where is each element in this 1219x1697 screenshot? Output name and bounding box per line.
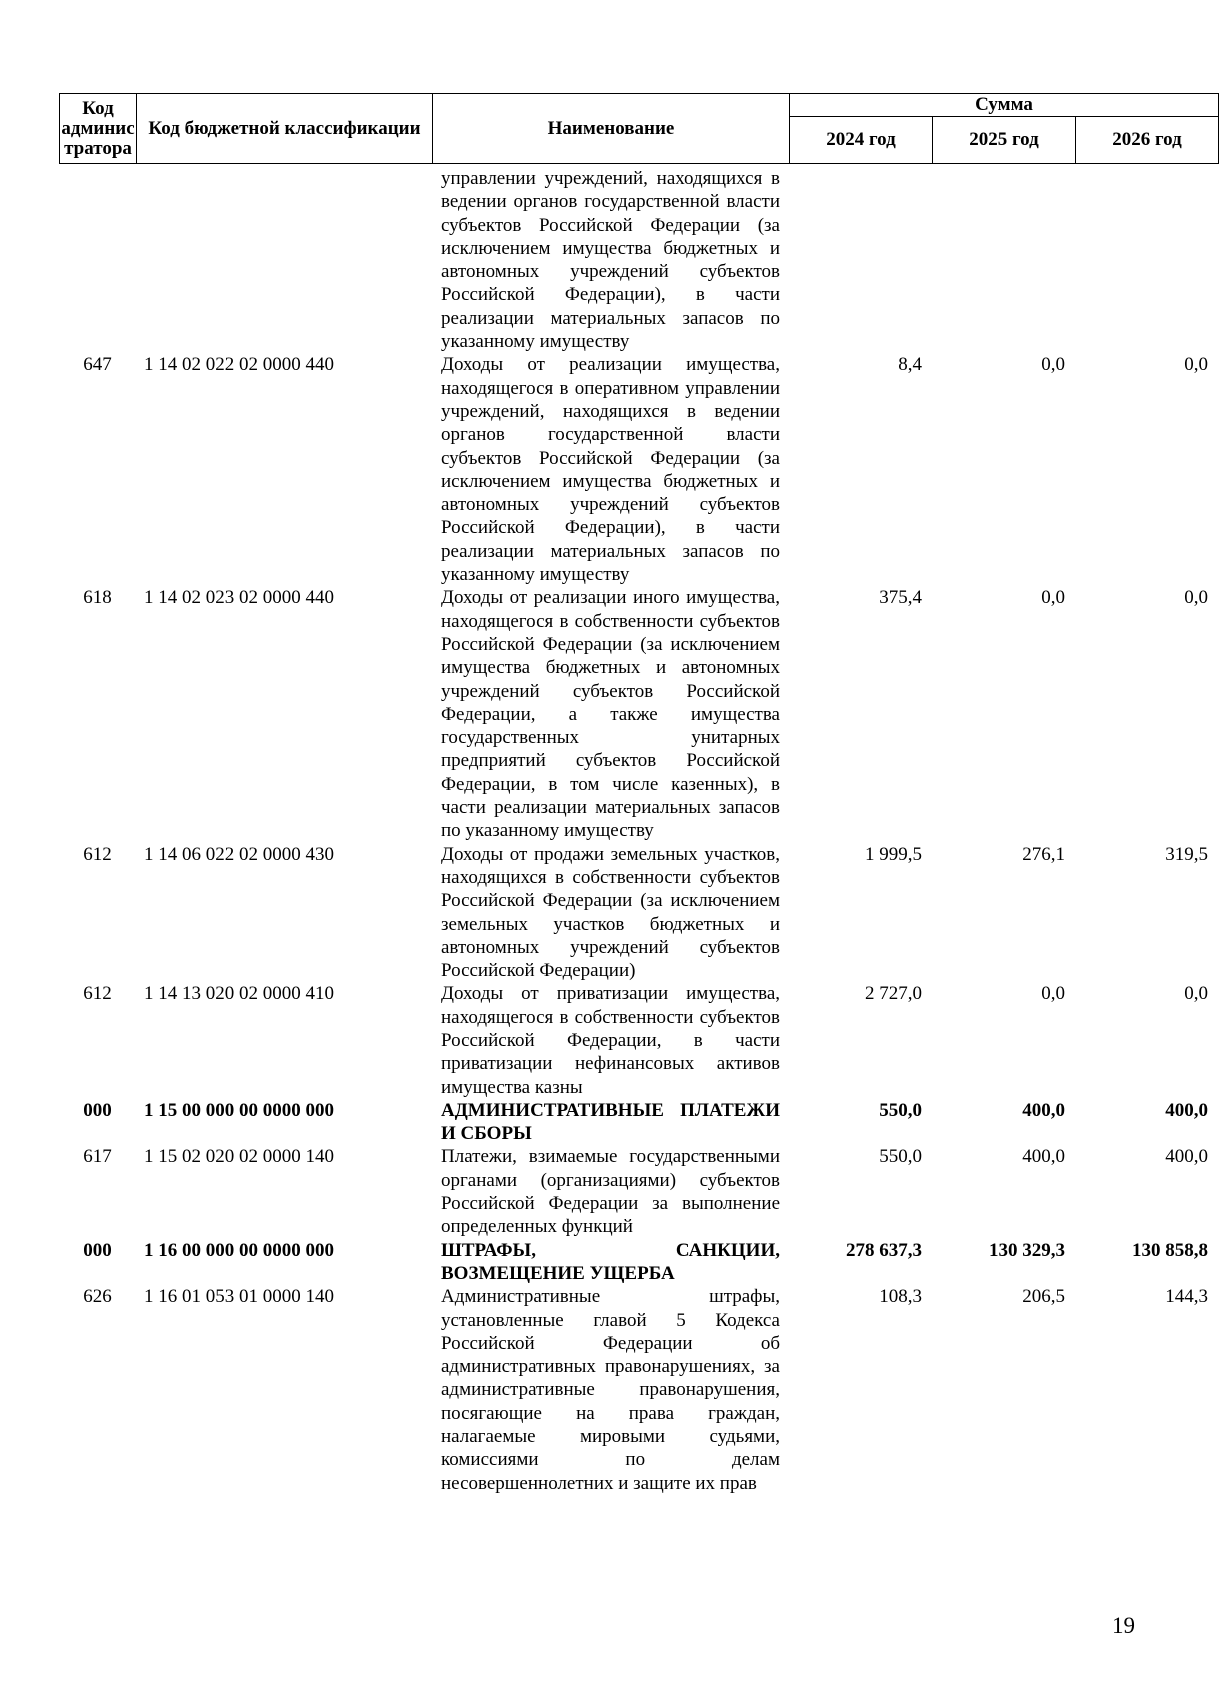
table-row xyxy=(59,353,1218,586)
amount-2024-cell: 108,3 xyxy=(879,1286,922,1308)
budget-code-cell: 1 14 02 022 02 0000 440 xyxy=(144,354,334,376)
header-name: Наименование xyxy=(433,94,790,164)
revenue-table-body xyxy=(59,167,1218,1495)
amount-2025-cell: 400,0 xyxy=(1022,1099,1065,1121)
budget-code-cell: 1 16 01 053 01 0000 140 xyxy=(144,1286,334,1308)
table-row xyxy=(59,843,1218,983)
revenue-name-cell: Доходы от реализации иного имущества, находящегося в собственности субъектов Российской Федерации (за исключением имущества бюджетных и автономных учреждений субъектов Российской Федерации, а также имущества государственных унитарных предприятий субъектов Российской Федерации, в том числе казенных), в части реализации материальных запасов по указанному имуществу xyxy=(441,587,780,842)
revenue-name-cell: Административные штрафы, установленные главой 5 Кодекса Российской Федерации об административных правонарушениях, за административные правонарушения, посягающие на права граждан, налагаемые мировыми судьями, комиссиями по делам несовершеннолетних и защите их прав xyxy=(441,1286,780,1494)
amount-2024-cell: 375,4 xyxy=(879,587,922,609)
header-admin-code: Код админис тратора xyxy=(60,94,137,164)
continuation-name: управлении учреждений, находящихся в ведении органов государственной власти субъектов Российской Федерации (за исключением имущества бюджетных и автономных учреждений субъектов Российской Федерации), в части реализации материальных запасов по указанному имуществу xyxy=(441,168,780,353)
revenue-name-cell: Доходы от реализации имущества, находящегося в оперативном управлении учреждений, находящихся в ведении органов государственной власти субъектов Российской Федерации (за исключением имущества бюджетных и автономных учреждений субъектов Российской Федерации), в части реализации материальных запасов по указанному имуществу xyxy=(441,354,780,586)
budget-code-cell: 1 14 02 023 02 0000 440 xyxy=(144,587,334,609)
amount-2025-cell: 0,0 xyxy=(1041,354,1065,376)
amount-2026-cell: 0,0 xyxy=(1184,354,1208,376)
amount-2025-cell: 0,0 xyxy=(1041,983,1065,1005)
amount-2025-cell: 206,5 xyxy=(1022,1286,1065,1308)
table-row xyxy=(59,1239,1218,1286)
revenue-name-cell: Доходы от приватизации имущества, находящегося в собственности субъектов Российской Федерации, в части приватизации нефинансовых активов имущества казны xyxy=(441,983,780,1098)
table-row xyxy=(59,1285,1218,1495)
table-header xyxy=(59,93,1219,164)
amount-2026-cell: 0,0 xyxy=(1184,983,1208,1005)
table-row xyxy=(59,586,1218,842)
amount-2026-cell: 319,5 xyxy=(1165,843,1208,865)
budget-revenue-page xyxy=(59,93,1208,1495)
admin-code-cell: 618 xyxy=(83,587,112,609)
amount-2026-cell: 400,0 xyxy=(1165,1099,1208,1121)
amount-2024-cell: 2 727,0 xyxy=(865,983,922,1005)
admin-code-cell: 000 xyxy=(83,1099,112,1121)
budget-code-cell: 1 16 00 000 00 0000 000 xyxy=(144,1239,334,1261)
page-number: 19 xyxy=(1112,1613,1135,1638)
amount-2026-cell: 130 858,8 xyxy=(1132,1239,1208,1261)
header-year-2026: 2026 год xyxy=(1076,117,1219,164)
amount-2026-cell: 400,0 xyxy=(1165,1146,1208,1168)
admin-code-cell: 612 xyxy=(83,983,112,1005)
revenue-name-cell: Платежи, взимаемые государственными органами (организациями) субъектов Российской Федерации за выполнение определенных функций xyxy=(441,1146,780,1238)
amount-2024-cell: 1 999,5 xyxy=(865,843,922,865)
amount-2026-cell: 0,0 xyxy=(1184,587,1208,609)
admin-code-cell: 626 xyxy=(83,1286,112,1308)
admin-code-cell: 612 xyxy=(83,843,112,865)
amount-2025-cell: 0,0 xyxy=(1041,587,1065,609)
header-sum: Сумма xyxy=(790,94,1219,117)
table-row xyxy=(59,982,1218,1098)
amount-2026-cell: 144,3 xyxy=(1165,1286,1208,1308)
admin-code-cell: 000 xyxy=(83,1239,112,1261)
header-budget-code: Код бюджетной классификации xyxy=(137,94,433,164)
continuation-row xyxy=(59,167,1218,353)
header-year-2025: 2025 год xyxy=(933,117,1076,164)
budget-code-cell: 1 14 06 022 02 0000 430 xyxy=(144,843,334,865)
revenue-name-cell: Доходы от продажи земельных участков, находящихся в собственности субъектов Российской Федерации (за исключением земельных участков бюджетных и автономных учреждений субъектов Российской Федерации) xyxy=(441,843,780,982)
budget-code-cell: 1 15 02 020 02 0000 140 xyxy=(144,1146,334,1168)
revenue-name-cell: АДМИНИСТРАТИВНЫЕ ПЛАТЕЖИ И СБОРЫ xyxy=(441,1099,780,1145)
amount-2024-cell: 550,0 xyxy=(879,1146,922,1168)
revenue-name-cell: ШТРАФЫ, САНКЦИИ, ВОЗМЕЩЕНИЕ УЩЕРБА xyxy=(441,1239,780,1284)
table-row xyxy=(59,1145,1218,1238)
admin-code-cell: 617 xyxy=(83,1146,112,1168)
table-row xyxy=(59,1099,1218,1146)
amount-2025-cell: 400,0 xyxy=(1022,1146,1065,1168)
amount-2025-cell: 276,1 xyxy=(1022,843,1065,865)
amount-2024-cell: 550,0 xyxy=(879,1099,922,1121)
header-year-2024: 2024 год xyxy=(790,117,933,164)
amount-2024-cell: 278 637,3 xyxy=(846,1239,922,1261)
budget-code-cell: 1 14 13 020 02 0000 410 xyxy=(144,983,334,1005)
budget-code-cell: 1 15 00 000 00 0000 000 xyxy=(144,1099,334,1121)
amount-2024-cell: 8,4 xyxy=(898,354,922,376)
admin-code-cell: 647 xyxy=(83,354,112,376)
amount-2025-cell: 130 329,3 xyxy=(989,1239,1065,1261)
